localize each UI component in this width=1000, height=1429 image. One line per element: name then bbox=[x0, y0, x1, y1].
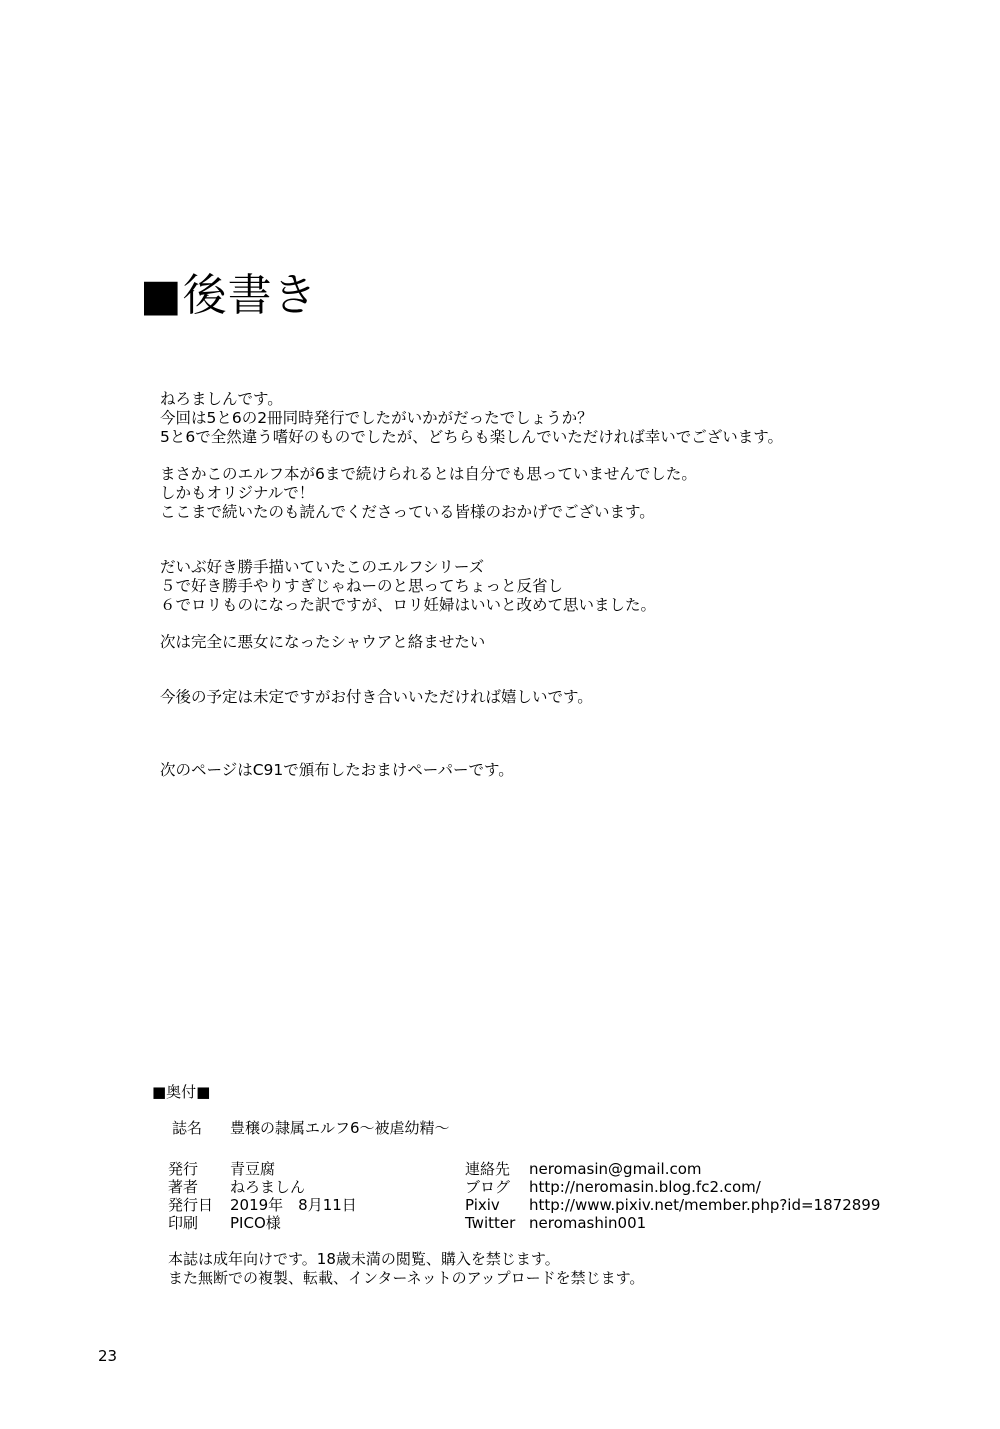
contact-label: 連絡先 bbox=[465, 1160, 511, 1178]
contact-row bbox=[465, 1196, 880, 1214]
notice-line: 本誌は成年向けです。18歳未満の閲覧、購入を禁じます。 bbox=[168, 1250, 560, 1268]
book-title: 豊穣の隷属エルフ6～被虐幼精～ bbox=[230, 1119, 450, 1137]
afterword-body bbox=[160, 390, 880, 780]
twitter-handle: neromashin001 bbox=[529, 1214, 647, 1232]
book-title-row bbox=[172, 1118, 450, 1138]
info-value: ねろましん bbox=[230, 1178, 306, 1196]
info-label: 著者 bbox=[168, 1178, 199, 1196]
blog-url: http://neromasin.blog.fc2.com/ bbox=[529, 1178, 761, 1196]
contact-row bbox=[465, 1214, 880, 1232]
afterword-line: ねろましんです。 bbox=[160, 390, 283, 408]
notice-line: また無断での複製、転載、インターネットのアップロードを禁じます。 bbox=[168, 1269, 645, 1287]
afterword-line: 次は完全に悪女になったシャウアと絡ませたい bbox=[160, 633, 486, 651]
contact-label: Pixiv bbox=[465, 1196, 500, 1214]
afterword-line: ５で好き勝手やりすぎじゃねーのと思ってちょっと反省し bbox=[160, 577, 564, 595]
afterword-line: しかもオリジナルで！ bbox=[160, 484, 315, 502]
info-value: PICO様 bbox=[230, 1214, 281, 1232]
contact-row bbox=[465, 1160, 880, 1178]
book-title-label: 誌名 bbox=[172, 1119, 203, 1137]
info-value: 青豆腐 bbox=[230, 1160, 276, 1178]
info-row bbox=[168, 1196, 357, 1214]
contact-row bbox=[465, 1178, 880, 1196]
info-label: 印刷 bbox=[168, 1214, 199, 1232]
legal-notice bbox=[168, 1250, 644, 1288]
page-number: 23 bbox=[98, 1347, 118, 1365]
afterword-line: 今後の予定は未定ですがお付き合いいただければ嬉しいです。 bbox=[160, 688, 593, 706]
afterword-line: ６でロリものになった訳ですが、ロリ妊婦はいいと改めて思いました。 bbox=[160, 596, 657, 614]
afterword-line: ここまで続いたのも読んでくださっている皆様のおかげでございます。 bbox=[160, 503, 655, 521]
afterword-line: 5と6で全然違う嗜好のものでしたが、どちらも楽しんでいただければ幸いでございます。 bbox=[160, 428, 783, 446]
info-row bbox=[168, 1178, 357, 1196]
publication-info bbox=[168, 1160, 357, 1232]
afterword-line: だいぶ好き勝手描いていたこのエルフシリーズ bbox=[160, 558, 485, 576]
pixiv-url: http://www.pixiv.net/member.php?id=1872899 bbox=[529, 1196, 881, 1214]
contact-label: Twitter bbox=[465, 1214, 516, 1232]
contact-label: ブログ bbox=[465, 1178, 511, 1196]
afterword-line: 今回は5と6の2冊同時発行でしたがいかがだったでしょうか？ bbox=[160, 409, 593, 427]
info-row bbox=[168, 1160, 357, 1178]
info-row bbox=[168, 1214, 357, 1232]
info-label: 発行日 bbox=[168, 1196, 214, 1214]
afterword-line: 次のページはC91で頒布したおまけペーパーです。 bbox=[160, 761, 514, 779]
contact-info bbox=[465, 1160, 880, 1232]
page-title: ■後書き bbox=[140, 270, 318, 321]
colophon-heading: ■奥付■ bbox=[152, 1083, 211, 1101]
afterword-line: まさかこのエルフ本が6まで続けられるとは自分でも思っていませんでした。 bbox=[160, 465, 697, 483]
contact-email: neromasin@gmail.com bbox=[529, 1160, 702, 1178]
info-value: 2019年 8月11日 bbox=[230, 1196, 357, 1214]
info-label: 発行 bbox=[168, 1160, 199, 1178]
